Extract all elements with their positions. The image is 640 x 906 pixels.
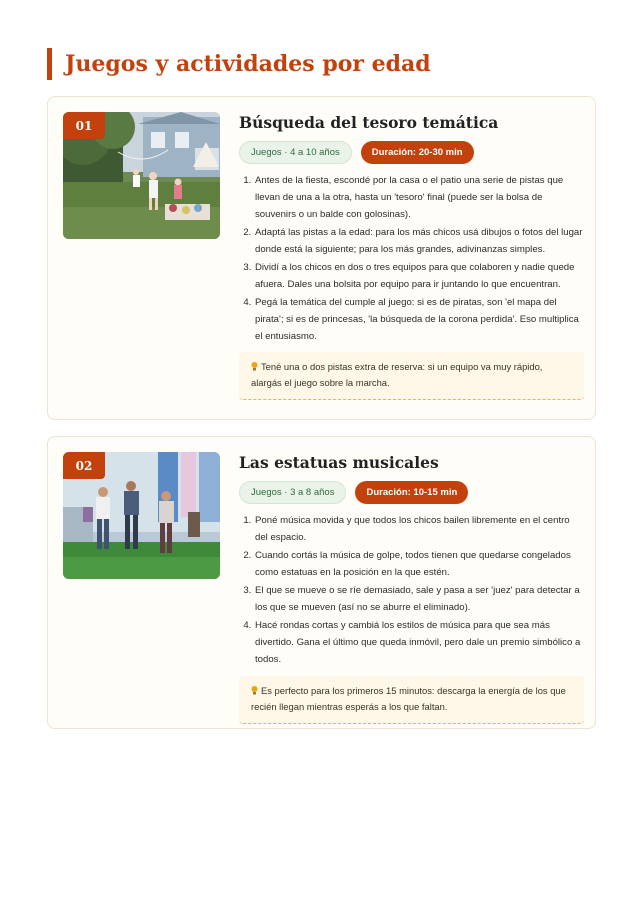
activity-card-2 [47, 436, 596, 729]
lightbulb-icon [251, 359, 258, 375]
duration-badge: Duración: 20-30 min [361, 141, 474, 164]
activity-title: Búsqueda del tesoro temática [239, 113, 499, 132]
tip-text: Es perfecto para los primeros 15 minutos: descarga la energía de los que recién llegan mientras esperás a los que faltan. [251, 684, 566, 712]
tip-box [239, 352, 584, 400]
activity-number-badge: 01 [63, 112, 105, 139]
lightbulb-icon [251, 683, 258, 699]
activity-badges [239, 141, 584, 164]
activity-photo-musical-statues [63, 452, 220, 579]
activity-content [239, 452, 584, 724]
activity-title: Las estatuas musicales [239, 453, 439, 472]
activity-badges [239, 481, 584, 504]
step-item: 4. Pegá la temática del cumple al juego: si es de piratas, son 'el mapa del pirata'; si es de princesas, 'la búsqueda de la corona perdida'. Eso multiplica el entusiasmo. [254, 295, 584, 345]
age-badge: Juegos · 4 a 10 años [239, 141, 352, 164]
activity-number-badge: 02 [63, 452, 105, 479]
step-item: 1. Antes de la fiesta, escondé por la casa o el patio una serie de pistas que llevan de una a la otra, hasta un 'tesoro' final (puede ser la bolsa de souvenirs o un balde con golosinas). [254, 173, 584, 223]
step-item: 4. Hacé rondas cortas y cambiá los estilos de música para que sea más divertido. Gana el último que queda inmóvil, pero dale un premio simbólico a todos. [254, 618, 584, 668]
step-item: 3. Dividí a los chicos en dos o tres equipos para que colaboren y nadie quede afuera. Dales una bolsita por equipo para ir juntando lo que encuentran. [254, 260, 584, 294]
step-item: 2. Cuando cortás la música de golpe, todos tienen que quedarse congelados como estatuas en la posición en la que estén. [254, 548, 584, 582]
steps-list [239, 173, 584, 345]
activity-photo-treasure-hunt [63, 112, 220, 239]
tip-box [239, 676, 584, 724]
age-badge: Juegos · 3 a 8 años [239, 481, 346, 504]
activity-content [239, 112, 584, 400]
steps-list [239, 513, 584, 669]
activity-card-1 [47, 96, 596, 420]
section-title: Juegos y actividades por edad [47, 48, 431, 80]
tip-text: Tené una o dos pistas extra de reserva: si un equipo va muy rápido, alargás el juego sobre la marcha. [251, 361, 543, 389]
step-item: 3. El que se mueve o se ríe demasiado, sale y pasa a ser 'juez' para detectar a los que se mueven (así no se aburre el eliminado). [254, 583, 584, 617]
step-item: 2. Adaptá las pistas a la edad: para los más chicos usá dibujos o fotos del lugar donde está la siguiente; para los más grandes, adivinanzas simples. [254, 225, 584, 259]
duration-badge: Duración: 10-15 min [355, 481, 468, 504]
step-item: 1. Poné música movida y que todos los chicos bailen libremente en el centro del espacio. [254, 513, 584, 547]
